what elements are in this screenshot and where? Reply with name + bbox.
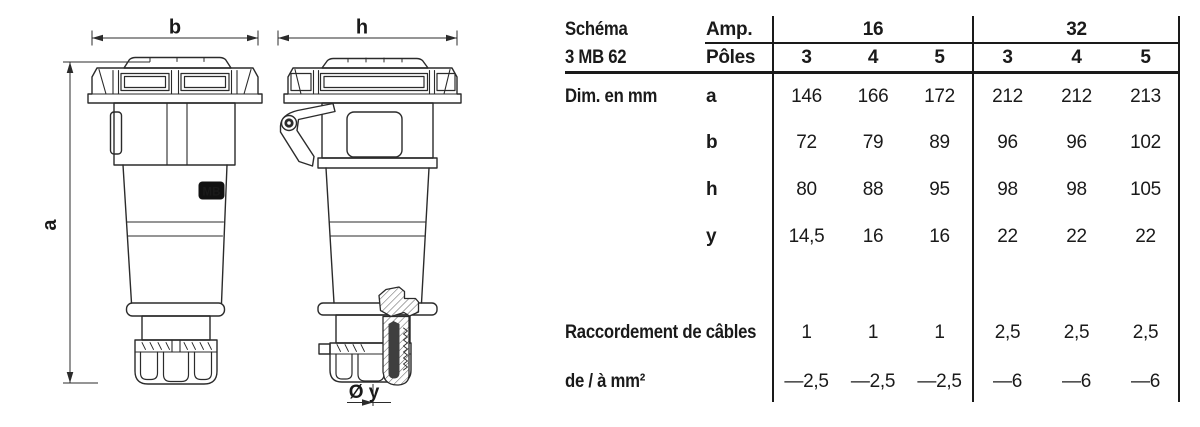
table-row-dim-a xyxy=(565,82,1180,112)
table-row-dim-b xyxy=(565,128,1180,158)
value-cell: 172 xyxy=(924,86,955,107)
value-cell: 213 xyxy=(1130,86,1161,107)
value-cell: 16 xyxy=(929,226,950,247)
side-latch-lever xyxy=(281,104,336,167)
poles-16-3: 3 xyxy=(801,47,812,68)
value-cell: —2,5 xyxy=(784,371,829,392)
table-row-dim-h xyxy=(565,175,1180,205)
value-cell: 96 xyxy=(1066,132,1087,153)
side-gland-tab xyxy=(319,344,330,354)
poles-32-3: 3 xyxy=(1002,47,1013,68)
value-cell: 98 xyxy=(997,179,1018,200)
side-body-lip xyxy=(318,158,437,168)
front-gland-top-notch xyxy=(172,340,180,352)
front-flange xyxy=(127,303,225,316)
table-header-row-poles xyxy=(565,43,1180,73)
value-cell: —2,5 xyxy=(850,371,896,392)
side-upper-body xyxy=(322,103,433,158)
dim-letter: y xyxy=(706,226,717,247)
value-cell: 2,5 xyxy=(1063,322,1090,343)
value-cell: 95 xyxy=(929,179,950,200)
side-cap-dome xyxy=(322,59,428,69)
value-cell: 212 xyxy=(992,86,1023,107)
poles-32-5: 5 xyxy=(1140,47,1151,68)
grommet-dark-core xyxy=(389,321,400,379)
value-cell: 212 xyxy=(1061,86,1092,107)
amp-group-32: 32 xyxy=(1066,19,1087,40)
value-cell: 102 xyxy=(1130,132,1161,153)
value-cell: 88 xyxy=(862,179,884,200)
front-taper-lines xyxy=(127,222,224,236)
dim-letter: b xyxy=(706,132,718,153)
table-header-row-amp xyxy=(565,15,1180,45)
dim-letter: h xyxy=(706,179,718,200)
poles-16-4: 4 xyxy=(867,47,879,68)
value-cell: 1 xyxy=(934,322,945,343)
front-gland-thread-ticks xyxy=(142,343,212,350)
connector-side-view xyxy=(281,58,462,385)
value-cell: 105 xyxy=(1130,179,1161,200)
front-neck xyxy=(142,316,210,340)
dim-label-b: b xyxy=(168,16,182,39)
side-gland-segments xyxy=(336,354,384,381)
value-cell: 22 xyxy=(1066,226,1087,247)
value-cell: 98 xyxy=(1066,179,1087,200)
value-cell: 146 xyxy=(791,86,822,107)
technical-drawing xyxy=(0,0,565,427)
side-crown-panels xyxy=(291,74,455,91)
front-upper-body xyxy=(114,103,235,165)
dim-label-diameter-y: Ø y xyxy=(348,382,380,403)
connector-front-view xyxy=(88,58,262,385)
value-cell: 80 xyxy=(796,179,817,200)
value-cell: 2,5 xyxy=(1132,322,1159,343)
value-cell: 22 xyxy=(1135,226,1156,247)
value-cell: 79 xyxy=(862,132,884,153)
dim-label-a: a xyxy=(39,219,61,231)
dim-label-h: h xyxy=(355,16,369,39)
front-side-tab xyxy=(111,112,122,154)
dimensions-table xyxy=(565,12,1180,404)
value-cell: 16 xyxy=(862,226,884,247)
value-cell: —6 xyxy=(1131,371,1160,392)
value-cell: 166 xyxy=(857,86,889,107)
connector-drawing-svg xyxy=(0,0,565,427)
value-cell: 1 xyxy=(801,322,812,343)
side-gland-thread-ticks xyxy=(337,345,365,352)
value-cell: 2,5 xyxy=(994,322,1021,343)
value-cell: 72 xyxy=(796,132,817,153)
side-latch-pivot-center xyxy=(287,121,291,125)
poles-16-5: 5 xyxy=(934,47,945,68)
grommet-cap-hatched xyxy=(379,287,419,317)
value-cell: 96 xyxy=(997,132,1018,153)
brand-logo-text: MB xyxy=(202,186,221,199)
front-crown-panels xyxy=(121,74,229,91)
value-cell: 1 xyxy=(867,322,879,343)
amp-label: Amp. xyxy=(706,19,753,40)
front-crown-outline xyxy=(88,68,262,103)
row-label: Raccordement de câbles xyxy=(565,322,757,343)
dim-letter: a xyxy=(706,86,717,107)
schema-code: 3 MB 62 xyxy=(565,47,627,68)
side-taper-lines xyxy=(330,222,426,236)
table-row-dim-y xyxy=(565,222,1180,252)
front-body-seams xyxy=(167,103,187,165)
front-gland-outline xyxy=(135,340,217,384)
poles-32-4: 4 xyxy=(1071,47,1082,68)
table-row-cable-connection xyxy=(565,318,1180,348)
table-row-cable-range xyxy=(565,367,1180,397)
value-cell: —6 xyxy=(993,371,1022,392)
row-label: Dim. en mm xyxy=(565,86,658,107)
front-gland-segments xyxy=(141,352,212,382)
amp-group-16: 16 xyxy=(862,19,884,40)
side-body-window xyxy=(347,112,402,157)
value-cell: —2,5 xyxy=(917,371,962,392)
value-cell: 22 xyxy=(997,226,1018,247)
value-cell: 89 xyxy=(929,132,950,153)
schema-label: Schéma xyxy=(565,19,628,40)
row-label: de / à mm² xyxy=(565,371,646,392)
poles-label: Pôles xyxy=(706,47,756,68)
value-cell: 14,5 xyxy=(788,226,825,247)
value-cell: —6 xyxy=(1062,371,1091,392)
